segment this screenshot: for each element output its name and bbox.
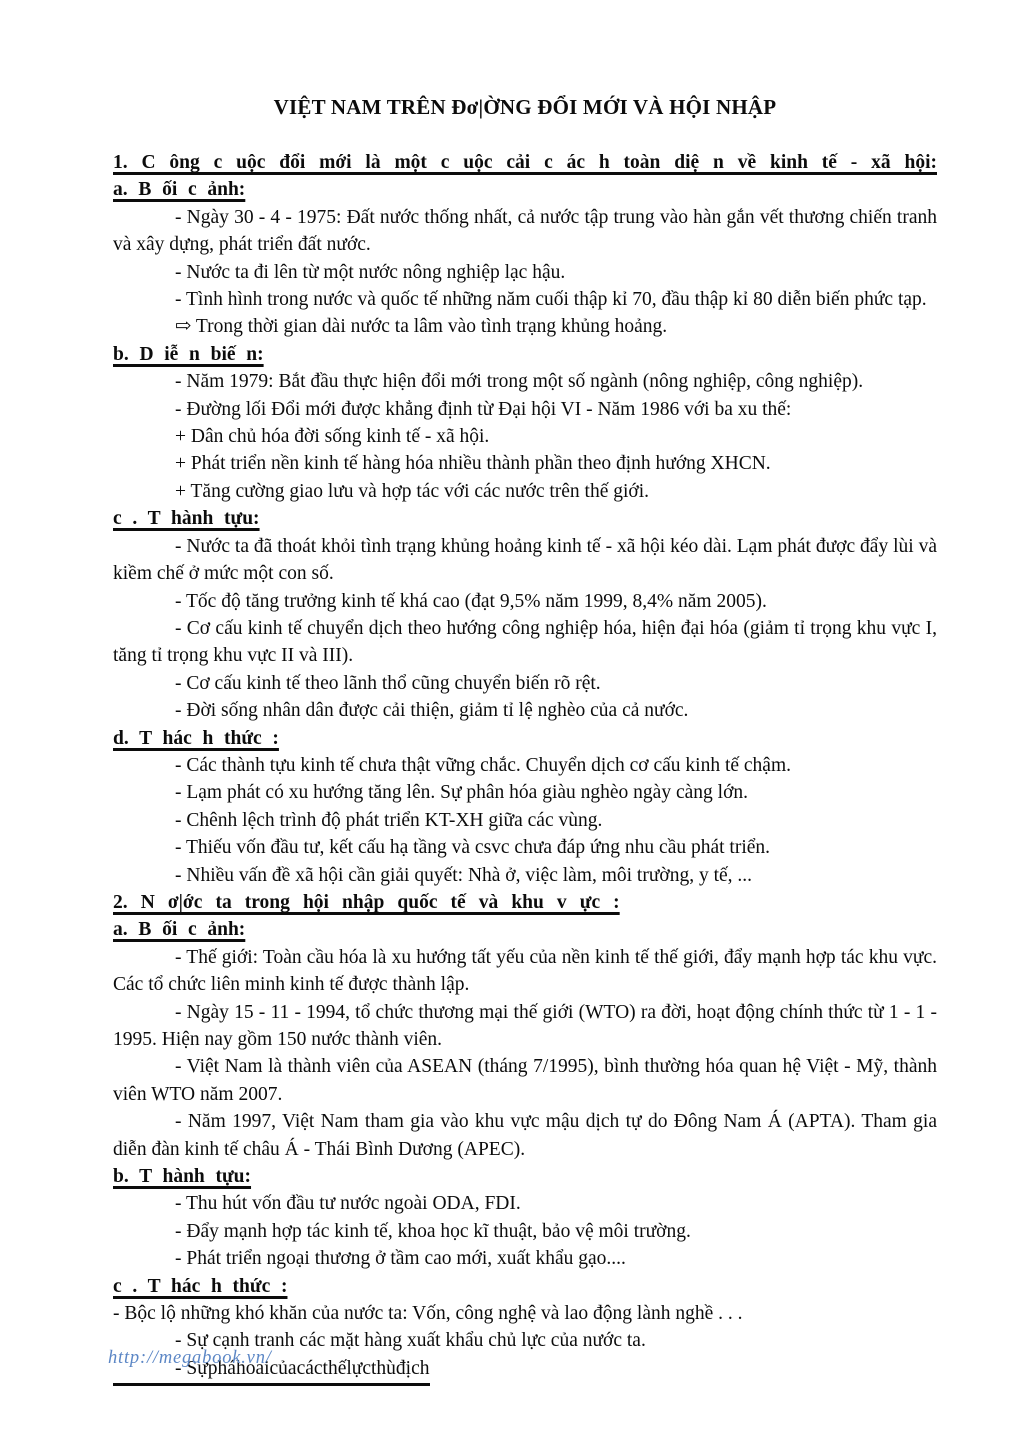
subsection-heading: a. B ối c ảnh: [113,179,246,201]
subsection-heading: a. B ối c ảnh: [113,919,246,941]
paragraph: - Nhiều vấn đề xã hội cần giải quyết: Nhà ở, việc làm, môi trường, y tế, ... [175,864,753,886]
paragraph: - Đường lối Đổi mới được khẳng định từ Đại hội VI - Năm 1986 với ba xu thế: [175,398,792,420]
paragraph: + Tăng cường giao lưu và hợp tác với các nước trên thế giới. [175,480,650,502]
paragraph: - Bộc lộ những khó khăn của nước ta: Vốn, công nghệ và lao động lành nghề . . . [113,1303,743,1325]
subsection-heading: b. D iễ n biế n: [113,343,264,365]
page-title: VIỆT NAM TRÊN Đơ|ỜNG ĐỔI MỚI VÀ HỘI NHẬP [273,95,777,119]
subsection-heading: d. T hác h thức : [113,727,279,749]
paragraph: - Sự cạnh tranh các mặt hàng xuất khẩu chủ lực của nước ta. [175,1330,646,1352]
paragraph: - Thế giới: Toàn cầu hóa là xu hướng tất yếu của nền kinh tế thế giới, đẩy mạnh hợp tác khu vực. Các tổ chức liên minh kinh tế được thành lập. [113,946,937,996]
paragraph: - Ngày 30 - 4 - 1975: Đất nước thống nhất, cả nước tập trung vào hàn gắn vết thương chiến tranh và xây dựng, phát triển đất nước. [113,206,937,256]
subsection-heading: c . T hác h thức : [113,1275,288,1297]
paragraph: - Cơ cấu kinh tế chuyển dịch theo hướng công nghiệp hóa, hiện đại hóa (giảm tỉ trọng khu vực I, tăng tỉ trọng khu vực II và III). [113,617,937,667]
footer-source-link[interactable]: http://megabook.vn/ [108,1348,272,1368]
paragraph: - Nước ta đi lên từ một nước nông nghiệp lạc hậu. [175,261,566,283]
paragraph: - Lạm phát có xu hướng tăng lên. Sự phân hóa giàu nghèo ngày càng lớn. [175,782,749,804]
document-content [113,92,937,1386]
paragraph: + Dân chủ hóa đời sống kinh tế - xã hội. [175,426,490,448]
paragraph: - Ngày 15 - 11 - 1994, tổ chức thương mại thế giới (WTO) ra đời, hoạt động chính thức từ 1 - 1 - 1995. Hiện nay gồm 150 nước thành viên. [113,1001,937,1050]
paragraph: + Phát triển nền kinh tế hàng hóa nhiều thành phần theo định hướng XHCN. [175,453,771,475]
underlined-text: - Sựpháhoaicủacácthếlựcthùđịch [113,1355,430,1386]
subsection-heading: c . T hành tựu: [113,508,260,530]
paragraph: - Đời sống nhân dân được cải thiện, giảm tỉ lệ nghèo của cả nước. [175,700,689,722]
paragraph: - Phát triển ngoại thương ở tầm cao mới, xuất khẩu gạo.... [175,1248,626,1270]
section-heading: 1. C ông c uộc đổi mới là một c uộc cải c ác h toàn diệ n về kinh tế - xã hội: [113,152,937,173]
paragraph: - Thu hút vốn đầu tư nước ngoài ODA, FDI. [175,1193,521,1215]
paragraph: ⇨ Trong thời gian dài nước ta lâm vào tình trạng khủng hoảng. [175,316,668,338]
paragraph: - Năm 1997, Việt Nam tham gia vào khu vực mậu dịch tự do Đông Nam Á (APTA). Tham gia diễn đàn kinh tế châu Á - Thái Bình Dương (APEC). [113,1111,937,1160]
paragraph: - Tình hình trong nước và quốc tế những năm cuối thập kỉ 70, đầu thập kỉ 80 diễn biến phức tạp. [175,289,927,311]
paragraph: - Cơ cấu kinh tế theo lãnh thổ cũng chuyển biến rõ rệt. [175,672,601,694]
paragraph: - Việt Nam là thành viên của ASEAN (tháng 7/1995), bình thường hóa quan hệ Việt - Mỹ, thành viên WTO năm 2007. [113,1056,937,1105]
subsection-heading: b. T hành tựu: [113,1166,252,1188]
paragraph: - Năm 1979: Bắt đầu thực hiện đổi mới trong một số ngành (nông nghiệp, công nghiệp). [175,371,864,393]
paragraph: - Đẩy mạnh hợp tác kinh tế, khoa học kĩ thuật, bảo vệ môi trường. [175,1220,691,1242]
paragraph: - Chênh lệch trình độ phát triển KT-XH giữa các vùng. [175,809,603,831]
document-body [113,149,937,1386]
paragraph: - Thiếu vốn đầu tư, kết cấu hạ tầng và csvc chưa đáp ứng nhu cầu phát triển. [175,837,771,859]
paragraph: - Nước ta đã thoát khỏi tình trạng khủng hoảng kinh tế - xã hội kéo dài. Lạm phát được đẩy lùi và kiềm chế ở mức một con số. [113,535,937,585]
paragraph: - Các thành tựu kinh tế chưa thật vững chắc. Chuyển dịch cơ cấu kinh tế chậm. [175,754,791,776]
section-heading: 2. N ơ|ớc ta trong hội nhập quốc tế và khu v ực : [113,891,620,913]
paragraph: - Tốc độ tăng trưởng kinh tế khá cao (đạt 9,5% năm 1999, 8,4% năm 2005). [175,590,767,612]
